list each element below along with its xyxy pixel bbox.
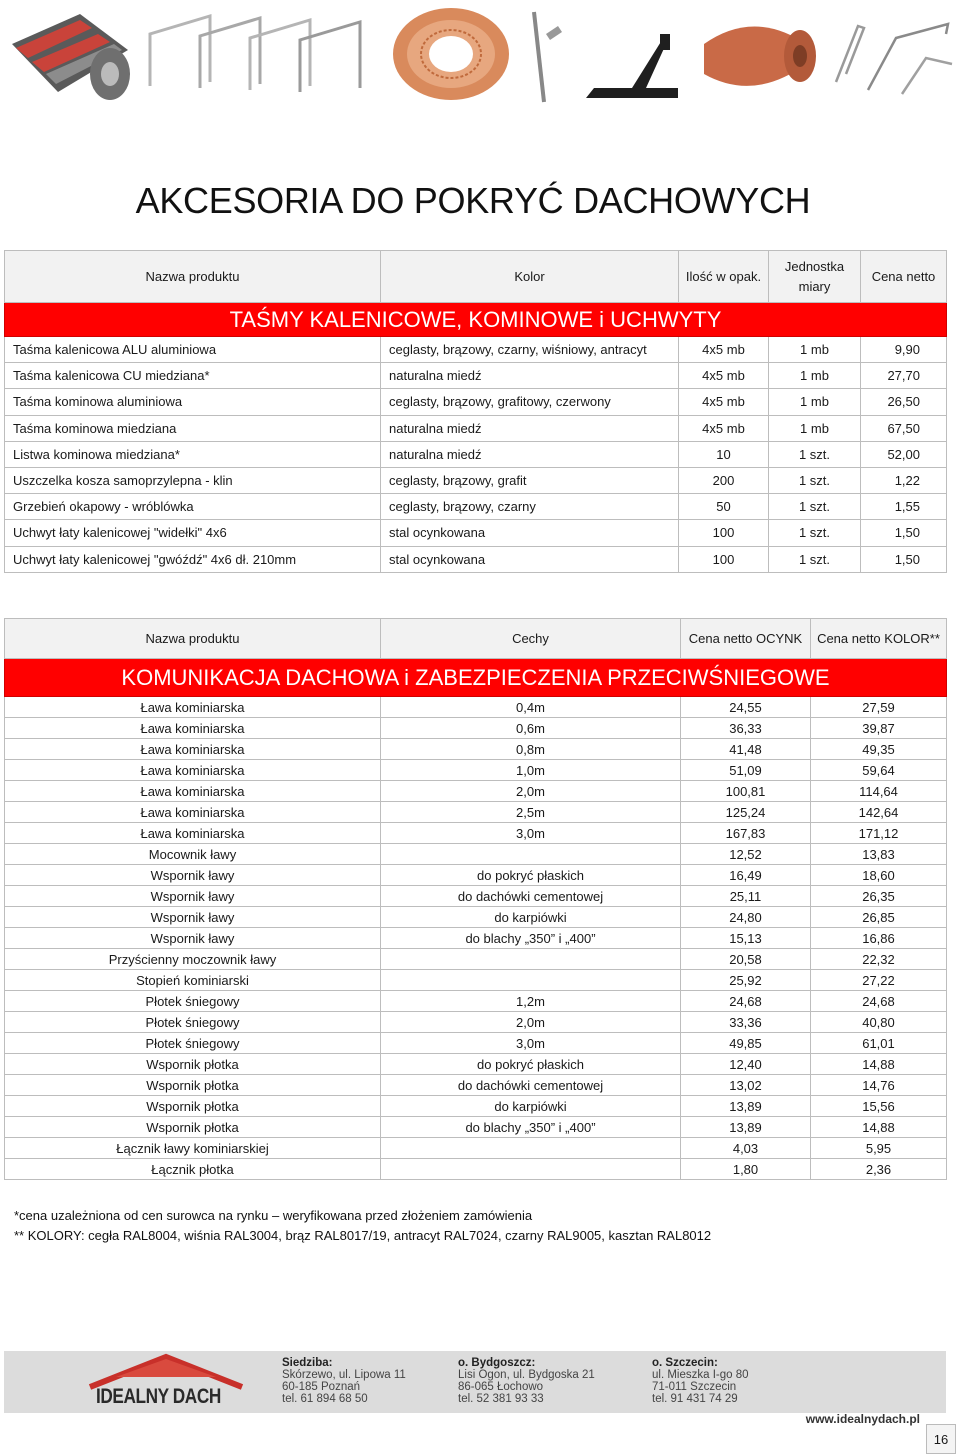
- footnote-price: *cena uzależniona od cen surowca na rynku – weryfikowana przed złożeniem zamówienia: [14, 1208, 533, 1223]
- product-feature: 2,0m: [381, 781, 681, 802]
- product-feature: 2,5m: [381, 802, 681, 823]
- column-header-name: Nazwa produktu: [5, 619, 381, 659]
- price-galvanized: 36,33: [681, 718, 811, 739]
- product-name: Wspornik ławy: [5, 886, 381, 907]
- table-row: [5, 970, 947, 991]
- product-color: stal ocynkowana: [381, 520, 679, 546]
- price-galvanized: 25,11: [681, 886, 811, 907]
- staple-icon: [140, 4, 380, 104]
- product-name: Stopień kominiarski: [5, 970, 381, 991]
- product-color: ceglasty, brązowy, grafitowy, czerwony: [381, 389, 679, 415]
- product-feature: do blachy „350” i „400”: [381, 1117, 681, 1138]
- product-name: Wspornik ławy: [5, 907, 381, 928]
- product-feature: [381, 949, 681, 970]
- product-feature: do pokryć płaskich: [381, 1054, 681, 1075]
- price-color: 26,35: [811, 886, 947, 907]
- table-row: [5, 415, 947, 441]
- section-title-ridge-tapes: TAŚMY KALENICOWE, KOMINOWE i UCHWYTY: [5, 303, 947, 337]
- product-name: Przyścienny moczownik ławy: [5, 949, 381, 970]
- net-price: 52,00: [861, 441, 947, 467]
- office-headquarters: Siedziba: Skórzewo, ul. Lipowa 11 60-185 Poznań tel. 61 894 68 50: [282, 1357, 406, 1405]
- table-row: [5, 991, 947, 1012]
- product-name: Płotek śniegowy: [5, 1012, 381, 1033]
- unit: 1 szt.: [769, 520, 861, 546]
- price-galvanized: 12,52: [681, 844, 811, 865]
- pack-quantity: 10: [679, 441, 769, 467]
- price-galvanized: 49,85: [681, 1033, 811, 1054]
- office-szczecin: o. Szczecin: ul. Mieszka I-go 80 71-011 Szczecin tel. 91 431 74 29: [652, 1357, 749, 1405]
- office-bydgoszcz: o. Bydgoszcz: Lisi Ogon, ul. Bydgoska 21 86-065 Łochowo tel. 52 381 93 33: [458, 1357, 595, 1405]
- price-color: 22,32: [811, 949, 947, 970]
- product-color: ceglasty, brązowy, czarny, wiśniowy, antracyt: [381, 337, 679, 363]
- pack-quantity: 200: [679, 467, 769, 493]
- price-galvanized: 13,89: [681, 1117, 811, 1138]
- table-row: [5, 1117, 947, 1138]
- price-color: 59,64: [811, 760, 947, 781]
- column-header-color: Kolor: [381, 251, 679, 303]
- price-color: 24,68: [811, 991, 947, 1012]
- price-galvanized: 13,89: [681, 1096, 811, 1117]
- net-price: 1,50: [861, 520, 947, 546]
- pack-quantity: 4x5 mb: [679, 389, 769, 415]
- column-header-unit: Jednostka miary: [769, 251, 861, 303]
- price-color: 14,76: [811, 1075, 947, 1096]
- price-color: 40,80: [811, 1012, 947, 1033]
- table-row: [5, 886, 947, 907]
- price-color: 171,12: [811, 823, 947, 844]
- price-color: 114,64: [811, 781, 947, 802]
- table-row: [5, 1096, 947, 1117]
- price-color: 27,59: [811, 697, 947, 718]
- price-color: 18,60: [811, 865, 947, 886]
- product-feature: do pokryć płaskich: [381, 865, 681, 886]
- footnote-colors: ** KOLORY: cegła RAL8004, wiśnia RAL3004, brąz RAL8017/19, antracyt RAL7024, czarny RAL9005, kasztan RAL8012: [14, 1228, 712, 1243]
- table-row: [5, 467, 947, 493]
- product-feature: [381, 1138, 681, 1159]
- net-price: 1,55: [861, 494, 947, 520]
- price-color: 142,64: [811, 802, 947, 823]
- column-header-features: Cechy: [381, 619, 681, 659]
- product-feature: do dachówki cementowej: [381, 1075, 681, 1096]
- product-feature: do dachówki cementowej: [381, 886, 681, 907]
- product-name: Wspornik płotka: [5, 1117, 381, 1138]
- price-galvanized: 20,58: [681, 949, 811, 970]
- product-name: Uchwyt łaty kalenicowej "widełki" 4x6: [5, 520, 381, 546]
- product-name: Uszczelka kosza samoprzylepna - klin: [5, 467, 381, 493]
- product-name: Ława kominiarska: [5, 760, 381, 781]
- table-row: [5, 844, 947, 865]
- wire-hook-icon: [828, 4, 954, 104]
- price-color: 61,01: [811, 1033, 947, 1054]
- product-feature: [381, 844, 681, 865]
- product-name: Ława kominiarska: [5, 718, 381, 739]
- price-galvanized: 1,80: [681, 1159, 811, 1180]
- table-row: [5, 823, 947, 844]
- price-color: 26,85: [811, 907, 947, 928]
- column-header-pack-qty: Ilość w opak.: [679, 251, 769, 303]
- table-row: [5, 1033, 947, 1054]
- price-color: 14,88: [811, 1054, 947, 1075]
- product-feature: [381, 1159, 681, 1180]
- product-feature: 1,2m: [381, 991, 681, 1012]
- net-price: 27,70: [861, 363, 947, 389]
- column-header-name: Nazwa produktu: [5, 251, 381, 303]
- product-feature: 0,4m: [381, 697, 681, 718]
- table-row: [5, 363, 947, 389]
- table-row: [5, 907, 947, 928]
- price-galvanized: 24,80: [681, 907, 811, 928]
- price-galvanized: 167,83: [681, 823, 811, 844]
- table-row: [5, 697, 947, 718]
- net-price: 67,50: [861, 415, 947, 441]
- product-name: Płotek śniegowy: [5, 991, 381, 1012]
- price-color: 2,36: [811, 1159, 947, 1180]
- table-row: [5, 802, 947, 823]
- product-feature: 0,6m: [381, 718, 681, 739]
- pack-quantity: 4x5 mb: [679, 363, 769, 389]
- table-row: [5, 781, 947, 802]
- price-color: 5,95: [811, 1138, 947, 1159]
- unit: 1 szt.: [769, 441, 861, 467]
- table-row: [5, 337, 947, 363]
- product-name: Wspornik ławy: [5, 928, 381, 949]
- net-price: 9,90: [861, 337, 947, 363]
- product-color: ceglasty, brązowy, czarny: [381, 494, 679, 520]
- copper-roll-icon: [694, 4, 824, 104]
- table-row: [5, 1159, 947, 1180]
- product-name: Ława kominiarska: [5, 823, 381, 844]
- product-feature: [381, 970, 681, 991]
- product-color: stal ocynkowana: [381, 546, 679, 572]
- roll-icon: [6, 4, 134, 104]
- table-row: [5, 389, 947, 415]
- price-galvanized: 125,24: [681, 802, 811, 823]
- unit: 1 mb: [769, 389, 861, 415]
- pack-quantity: 50: [679, 494, 769, 520]
- table-row: [5, 494, 947, 520]
- footer-banner: [4, 1351, 946, 1413]
- price-galvanized: 24,68: [681, 991, 811, 1012]
- price-galvanized: 41,48: [681, 739, 811, 760]
- table-row: [5, 1054, 947, 1075]
- product-name: Wspornik płotka: [5, 1096, 381, 1117]
- product-feature: do karpiówki: [381, 907, 681, 928]
- table-row: [5, 949, 947, 970]
- product-name: Ława kominiarska: [5, 781, 381, 802]
- product-name: Ława kominiarska: [5, 739, 381, 760]
- product-image-strip: [0, 0, 960, 110]
- product-name: Taśma kalenicowa CU miedziana*: [5, 363, 381, 389]
- product-feature: 3,0m: [381, 823, 681, 844]
- product-name: Mocownik ławy: [5, 844, 381, 865]
- pack-quantity: 4x5 mb: [679, 415, 769, 441]
- product-feature: 1,0m: [381, 760, 681, 781]
- website-link[interactable]: www.idealnydach.pl: [805, 1412, 920, 1426]
- price-color: 15,56: [811, 1096, 947, 1117]
- product-name: Płotek śniegowy: [5, 1033, 381, 1054]
- product-name: Listwa kominowa miedziana*: [5, 441, 381, 467]
- pack-quantity: 4x5 mb: [679, 337, 769, 363]
- page-title: AKCESORIA DO POKRYĆ DACHOWYCH: [135, 180, 811, 221]
- product-name: Taśma kominowa miedziana: [5, 415, 381, 441]
- footnotes: [14, 1206, 711, 1246]
- unit: 1 szt.: [769, 546, 861, 572]
- page-number: 16: [926, 1424, 956, 1454]
- product-name: Łącznik ławy kominiarskiej: [5, 1138, 381, 1159]
- product-feature: 3,0m: [381, 1033, 681, 1054]
- column-header-price-color: Cena netto KOLOR**: [811, 619, 947, 659]
- mesh-roll-icon: [390, 4, 512, 104]
- table-row: [5, 739, 947, 760]
- column-header-net-price: Cena netto: [861, 251, 947, 303]
- price-galvanized: 25,92: [681, 970, 811, 991]
- product-name: Grzebień okapowy - wróblówka: [5, 494, 381, 520]
- table-row: [5, 546, 947, 572]
- product-name: Uchwyt łaty kalenicowej "gwóźdź" 4x6 dł. 210mm: [5, 546, 381, 572]
- product-name: Taśma kalenicowa ALU aluminiowa: [5, 337, 381, 363]
- unit: 1 szt.: [769, 494, 861, 520]
- product-feature: 2,0m: [381, 1012, 681, 1033]
- unit: 1 mb: [769, 415, 861, 441]
- price-galvanized: 100,81: [681, 781, 811, 802]
- table-row: [5, 1012, 947, 1033]
- roof-access-table: [4, 618, 947, 1180]
- product-name: Wspornik płotka: [5, 1075, 381, 1096]
- table-row: [5, 1075, 947, 1096]
- product-name: Wspornik ławy: [5, 865, 381, 886]
- price-galvanized: 4,03: [681, 1138, 811, 1159]
- table-row: [5, 928, 947, 949]
- price-color: 13,83: [811, 844, 947, 865]
- product-name: Ława kominiarska: [5, 802, 381, 823]
- product-name: Łącznik płotka: [5, 1159, 381, 1180]
- net-price: 1,50: [861, 546, 947, 572]
- price-color: 14,88: [811, 1117, 947, 1138]
- bracket-icon: [516, 4, 690, 104]
- price-galvanized: 24,55: [681, 697, 811, 718]
- brand-name: IDEALNY DACH: [96, 1385, 221, 1408]
- table-row: [5, 1138, 947, 1159]
- product-name: Ława kominiarska: [5, 697, 381, 718]
- table-row: [5, 718, 947, 739]
- pack-quantity: 100: [679, 520, 769, 546]
- net-price: 26,50: [861, 389, 947, 415]
- section-title-roof-access: KOMUNIKACJA DACHOWA i ZABEZPIECZENIA PRZECIWŚNIEGOWE: [5, 659, 947, 697]
- product-color: naturalna miedź: [381, 415, 679, 441]
- column-header-price-galvanized: Cena netto OCYNK: [681, 619, 811, 659]
- pack-quantity: 100: [679, 546, 769, 572]
- product-feature: do blachy „350” i „400”: [381, 928, 681, 949]
- price-color: 27,22: [811, 970, 947, 991]
- unit: 1 szt.: [769, 467, 861, 493]
- unit: 1 mb: [769, 363, 861, 389]
- unit: 1 mb: [769, 337, 861, 363]
- price-galvanized: 15,13: [681, 928, 811, 949]
- table-row: [5, 520, 947, 546]
- product-feature: do karpiówki: [381, 1096, 681, 1117]
- table-row: [5, 441, 947, 467]
- price-galvanized: 33,36: [681, 1012, 811, 1033]
- net-price: 1,22: [861, 467, 947, 493]
- table-row: [5, 760, 947, 781]
- ridge-tape-table: [4, 250, 947, 573]
- product-color: ceglasty, brązowy, grafit: [381, 467, 679, 493]
- product-feature: 0,8m: [381, 739, 681, 760]
- product-color: naturalna miedź: [381, 441, 679, 467]
- product-name: Wspornik płotka: [5, 1054, 381, 1075]
- price-galvanized: 13,02: [681, 1075, 811, 1096]
- product-color: naturalna miedź: [381, 363, 679, 389]
- price-color: 49,35: [811, 739, 947, 760]
- price-color: 16,86: [811, 928, 947, 949]
- price-galvanized: 12,40: [681, 1054, 811, 1075]
- product-name: Taśma kominowa aluminiowa: [5, 389, 381, 415]
- price-galvanized: 51,09: [681, 760, 811, 781]
- price-galvanized: 16,49: [681, 865, 811, 886]
- price-color: 39,87: [811, 718, 947, 739]
- table-row: [5, 865, 947, 886]
